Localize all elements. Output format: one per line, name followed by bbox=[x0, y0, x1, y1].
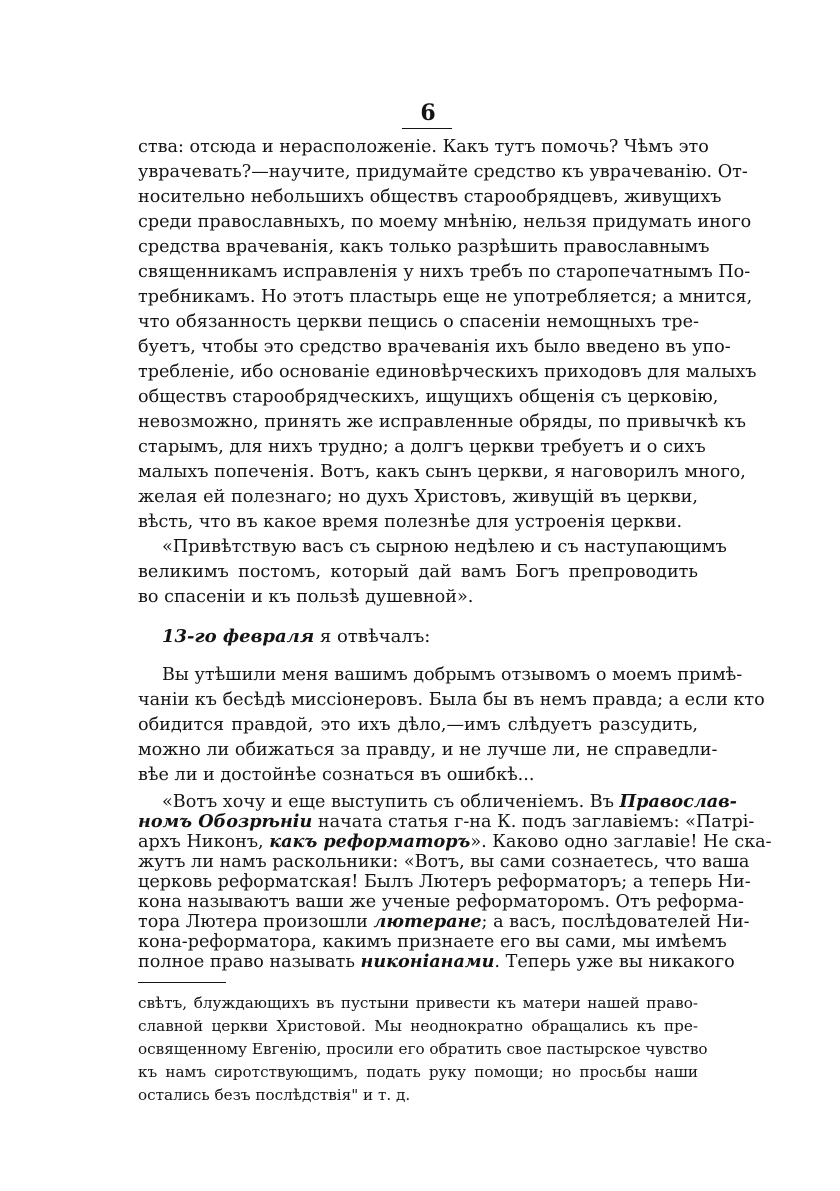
emphasis: Православ- bbox=[619, 791, 737, 812]
footnote-line: къ намъ сиротствующимъ, подать руку помощи; но просьбы наши bbox=[138, 1063, 698, 1081]
text-run: ; а васъ, послѣдователей Ни- bbox=[481, 912, 750, 932]
text-run: . Теперь уже вы никакого bbox=[494, 952, 735, 972]
text-line: церковь реформатская! Былъ Лютеръ реформаторъ; а теперь Ни- bbox=[138, 872, 751, 892]
text-line: Вы утѣшили меня вашимъ добрымъ отзывомъ о моемъ примѣ- bbox=[162, 665, 743, 685]
text-line: желая ей полезнаго; но духъ Христовъ, живущій въ церкви, bbox=[138, 487, 698, 507]
text-line: обществъ старообрядческихъ, ищущихъ общенія съ церковію, bbox=[138, 387, 719, 407]
text-line: что обязанность церкви пещись о спасеніи немощныхъ тре- bbox=[138, 312, 699, 332]
emphasis: никоніанами bbox=[360, 951, 495, 972]
text-line: жутъ ли намъ раскольники: «Вотъ, вы сами сознаетесь, что ваша bbox=[138, 852, 750, 872]
text-run: архъ Никонъ, bbox=[138, 832, 270, 852]
text-line: требникамъ. Но этотъ пластырь еще не употребляется; а мнится, bbox=[138, 287, 753, 307]
page-number-rule bbox=[402, 128, 452, 129]
emphasis: номъ Обозрѣніи bbox=[138, 811, 313, 832]
date-label: 13-го февраля bbox=[162, 626, 315, 647]
text-line: кона называютъ ваши же ученые реформаторомъ. Отъ реформа- bbox=[138, 892, 744, 912]
footnote-rule bbox=[138, 982, 226, 983]
text-line: средства врачеванія, какъ только разрѣшить православнымъ bbox=[138, 237, 710, 257]
footnote-line: славной церкви Христовой. Мы неоднократно обращались къ пре- bbox=[138, 1017, 698, 1035]
footnote-line: остались безъ послѣдствія" и т. д. bbox=[138, 1086, 411, 1104]
text-line bbox=[138, 950, 735, 974]
page-number: 6 bbox=[420, 100, 436, 126]
text-run: тора Лютера произошли bbox=[138, 912, 374, 932]
text-line: великимъ постомъ, который дай вамъ Богъ препроводить bbox=[138, 562, 698, 582]
text-line: вѣе ли и достойнѣе сознаться въ ошибкѣ... bbox=[138, 765, 535, 785]
text-line: старымъ, для нихъ трудно; а долгъ церкви требуетъ и о сихъ bbox=[138, 437, 706, 457]
text-line: кона-реформатора, какимъ признаете его вы сами, мы имѣемъ bbox=[138, 932, 727, 952]
text-line: обидится правдой, это ихъ дѣло,—имъ слѣдуетъ разсудить, bbox=[138, 715, 698, 735]
emphasis: лютеране bbox=[373, 911, 482, 932]
footnote-line: освященному Евгенію, просили его обратить свое пастырское чувство bbox=[138, 1040, 708, 1058]
text-line: можно ли обижаться за правду, и не лучше ли, не справедли- bbox=[138, 740, 718, 760]
footnote-line: свѣтъ, блуждающихъ въ пустыни привести къ матери нашей право- bbox=[138, 994, 698, 1012]
text-run: начата статья г-на К. подъ заглавіемъ: «Патрі- bbox=[312, 812, 755, 832]
text-line: во спасеніи и къ пользѣ душевной». bbox=[138, 587, 474, 607]
dated-heading bbox=[162, 625, 698, 649]
text-line: ства: отсюда и нерасположеніе. Какъ тутъ помочь? Чѣмъ это bbox=[138, 137, 709, 157]
text-line: уврачевать?—научите, придумайте средство къ уврачеванію. От- bbox=[138, 162, 748, 182]
emphasis: какъ реформаторъ bbox=[269, 831, 471, 852]
text-line: вѣсть, что въ какое время полезнѣе для устроенія церкви. bbox=[138, 512, 683, 532]
text-line: буетъ, чтобы это средство врачеванія ихъ было введено въ упо- bbox=[138, 337, 731, 357]
text-run: полное право называть bbox=[138, 952, 361, 972]
text-line: малыхъ попеченія. Вотъ, какъ сынъ церкви, я наговорилъ много, bbox=[138, 462, 746, 482]
text-line: требленіе, ибо основаніе единовѣрческихъ приходовъ для малыхъ bbox=[138, 362, 757, 382]
text-line: среди православныхъ, по моему мнѣнію, нельзя придумать иного bbox=[138, 212, 752, 232]
text-line: невозможно, принять же исправленные обряды, по привычкѣ къ bbox=[138, 412, 746, 432]
text-line: носительно небольшихъ обществъ старообрядцевъ, живущихъ bbox=[138, 187, 722, 207]
text-run: «Вотъ хочу и еще выступить съ обличеніемъ. Въ bbox=[162, 792, 620, 812]
text-line: чаніи къ бесѣдѣ миссіонеровъ. Была бы въ немъ правда; а если кто bbox=[138, 690, 765, 710]
dated-heading-rest: я отвѣчалъ: bbox=[314, 626, 431, 647]
text-line: священникамъ исправленія у нихъ требъ по старопечатнымъ По- bbox=[138, 262, 751, 282]
text-run: ». Каково одно заглавіе! Не ска- bbox=[470, 832, 772, 852]
text-line: «Привѣтствую васъ съ сырною недѣлею и съ наступающимъ bbox=[162, 537, 727, 557]
